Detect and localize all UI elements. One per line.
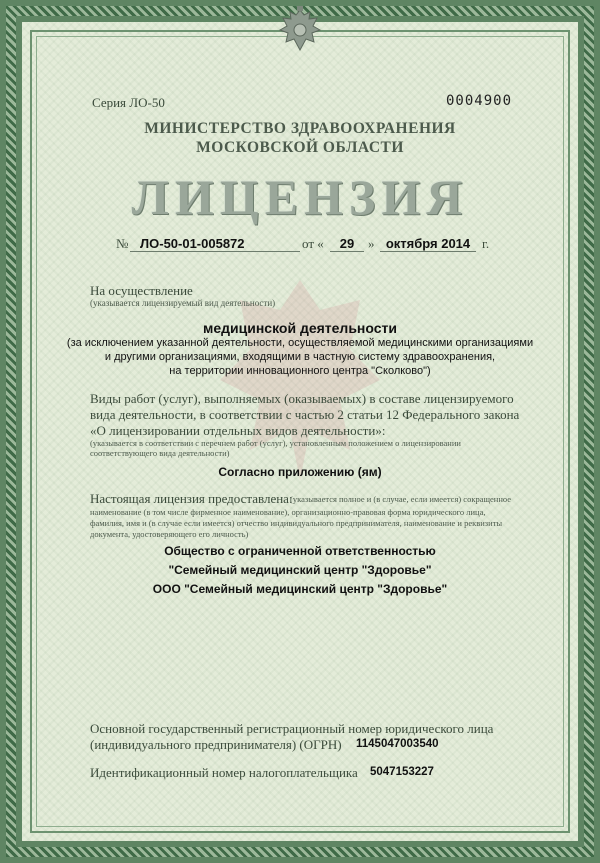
document-title: ЛИЦЕНЗИЯ xyxy=(131,169,469,225)
licensee-name-2: "Семейный медицинский центр "Здоровье" xyxy=(168,563,432,577)
date-from-label: от « xyxy=(302,236,324,251)
ogrn-label-1: Основной государственный регистрационный номер юридического лица xyxy=(90,721,494,736)
activity-note-2: и другими организациями, входящими в частную систему здравоохранения, xyxy=(104,351,496,363)
works-line-3: «О лицензировании отдельных видов деятельности»: xyxy=(90,423,386,438)
works-value: Согласно приложению (ям) xyxy=(218,465,382,479)
activity-hint: (указывается лицензируемый вид деятельности) xyxy=(90,298,276,308)
ministry-line-1: МИНИСТЕРСТВО ЗДРАВООХРАНЕНИЯ xyxy=(144,120,456,137)
ministry-line-2: МОСКОВСКОЙ ОБЛАСТИ xyxy=(196,139,404,156)
activity-note-1: (за исключением указанной деятельности, осуществляемой медицинскими организациями xyxy=(66,337,534,349)
inn-value: 5047153227 xyxy=(370,766,434,778)
ogrn-value: 1145047003540 xyxy=(356,738,439,750)
works-line-1: Виды работ (услуг), выполняемых (оказываемых) в составе лицензируемого xyxy=(90,391,514,406)
series-label: Серия ЛО-50 xyxy=(92,95,165,110)
licensee-hint-3: фамилия, имя и (в случае если имеется) отчество индивидуального предпринимателя, наименование и реквизиты xyxy=(90,518,503,528)
date-day-close: » xyxy=(368,236,375,251)
license-number: ЛО-50-01-005872 xyxy=(130,236,300,252)
inn-label: Идентификационный номер налогоплательщика xyxy=(90,765,358,780)
coat-of-arms-icon xyxy=(276,6,324,56)
ogrn-label-2: (индивидуального предпринимателя) (ОГРН) xyxy=(90,737,342,752)
licensee-hint-2: наименование (в том числе фирменное наименование), организационно-правовая форма юридического лица, xyxy=(90,507,486,517)
year-suffix: г. xyxy=(482,236,490,251)
license-day: 29 xyxy=(330,236,364,252)
licensee-name-1: Общество с ограниченной ответственностью xyxy=(164,544,436,558)
form-number: 0004900 xyxy=(446,93,513,109)
activity-value: медицинской деятельности xyxy=(202,320,398,336)
licensee-hint-1: (указывается полное и (в случае, если имеется) сокращенное xyxy=(290,494,512,504)
works-hint-2: соответствующего вида деятельности) xyxy=(90,448,230,458)
licensee-short-name: ООО "Семейный медицинский центр "Здоровье" xyxy=(152,582,448,596)
number-label: № xyxy=(116,236,129,251)
activity-label: На осуществление xyxy=(90,283,193,298)
licensee-hint-4: документа, удостоверяющего его личность) xyxy=(90,529,249,539)
works-line-2: вида деятельности, в соответствии с частью 2 статьи 12 Федерального закона xyxy=(90,407,520,422)
license-month-year: октября 2014 xyxy=(380,236,476,252)
works-hint-1: (указывается в соответствии с перечнем работ (услуг), установленным положением о лицензировании xyxy=(90,438,461,448)
activity-note-3: на территории инновационного центра "Сколково") xyxy=(169,365,431,377)
licensee-label: Настоящая лицензия предоставлена: xyxy=(90,491,293,506)
